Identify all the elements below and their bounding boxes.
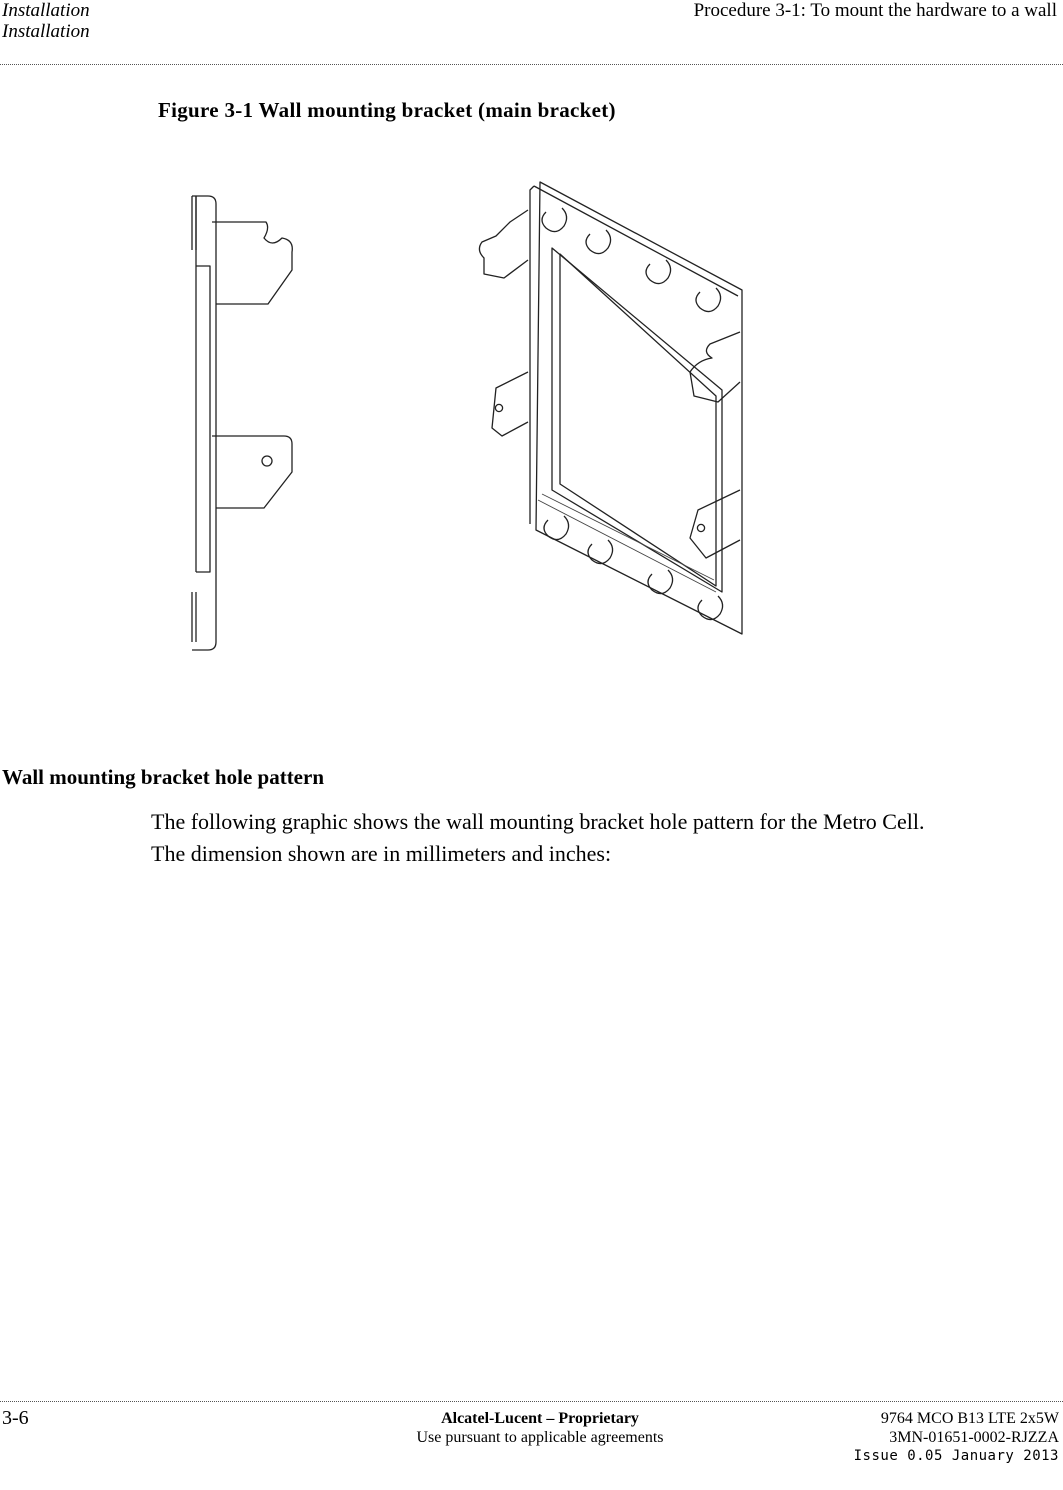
page-number: 3-6	[2, 1407, 29, 1429]
header-chapter: Installation	[2, 0, 90, 21]
header-procedure: Procedure 3-1: To mount the hardware to a wall	[693, 0, 1057, 21]
header-left	[2, 0, 90, 42]
paragraph-line-2: The dimension shown are in millimeters and inches:	[151, 841, 612, 866]
section-heading: Wall mounting bracket hole pattern	[2, 765, 325, 789]
bracket-drawing	[150, 160, 790, 680]
header-section: Installation	[2, 21, 90, 42]
section-paragraph	[151, 806, 1051, 870]
paragraph-line-1: The following graphic shows the wall mounting bracket hole pattern for the Metro Cell.	[151, 809, 925, 834]
footer-doc-number: 3MN-01651-0002-RJZZA	[889, 1429, 1059, 1446]
figure-title: Figure 3-1 Wall mounting bracket (main bracket)	[158, 98, 616, 122]
footer-center	[390, 1409, 690, 1447]
bracket-side-view	[192, 196, 292, 650]
footer-usage: Use pursuant to applicable agreements	[416, 1429, 664, 1446]
footer-right	[854, 1409, 1059, 1466]
footer-issue: Issue 0.05 January 2013	[853, 1448, 1059, 1464]
footer-divider	[0, 1401, 1063, 1402]
header-divider	[0, 64, 1063, 65]
footer-company: Alcatel-Lucent – Proprietary	[441, 1410, 639, 1427]
bracket-isometric-view	[479, 182, 742, 634]
footer-doc-title: 9764 MCO B13 LTE 2x5W	[880, 1410, 1059, 1427]
